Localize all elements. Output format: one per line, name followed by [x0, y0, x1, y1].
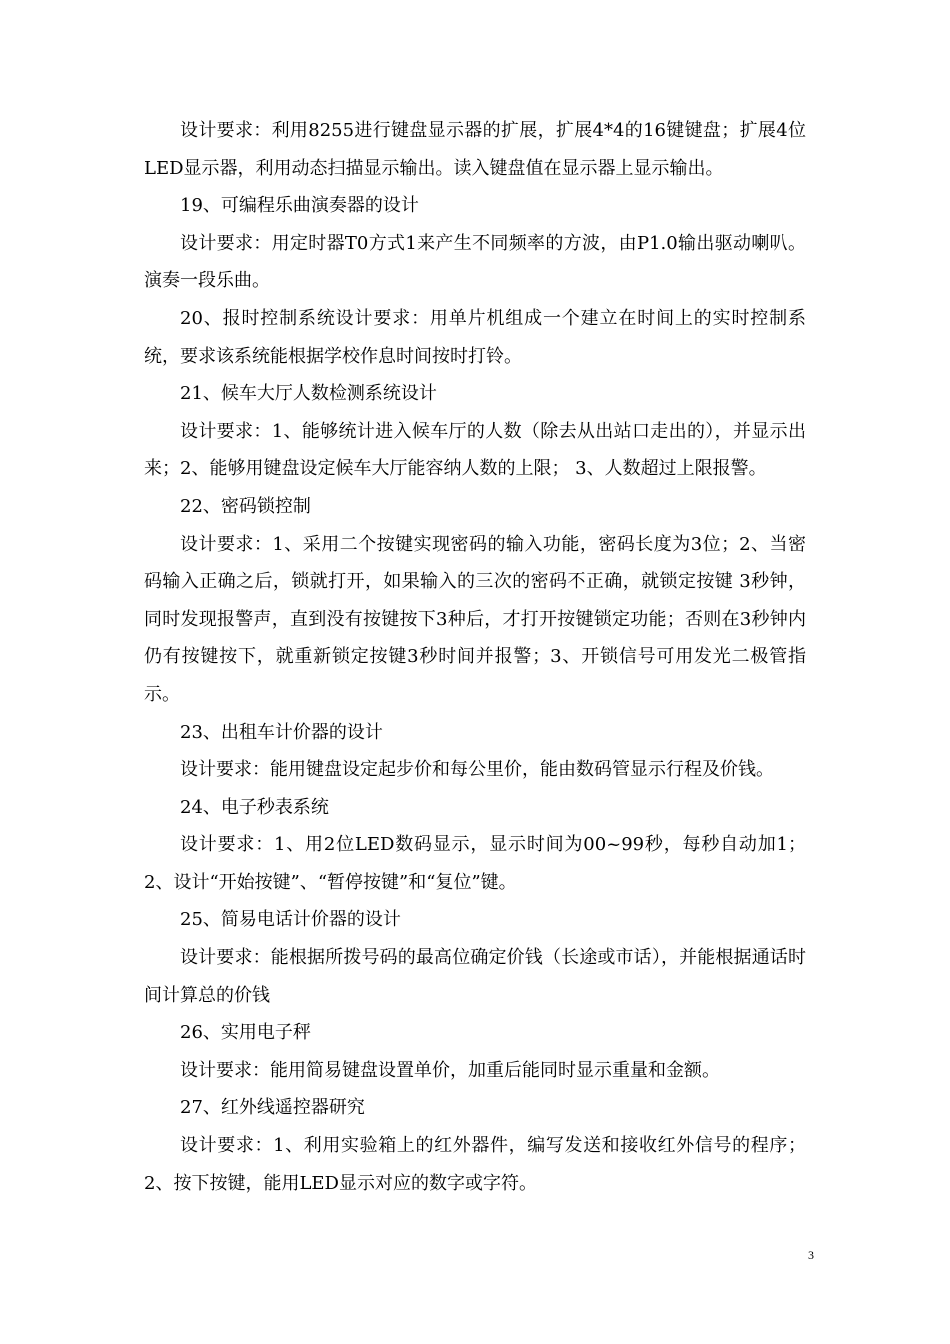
paragraph-item-22-requirements: 设计要求：1、采用二个按键实现密码的输入功能，密码长度为3位；2、当密码输入正确之后，锁就打开，如果输入的三次的密码不正确，就锁定按键 3秒钟，同时发现报警声，直到没有按键按下3种后，才打开按键锁定功能；否则在3秒钟内仍有按键按下，就重新锁定按键3秒时间并报警；3、开锁信号可用发光二极管指示。	[144, 533, 806, 705]
paragraph-8255-requirements: 设计要求：利用8255进行键盘显示器的扩展，扩展4*4的16键键盘；扩展4位LED显示器，利用动态扫描显示输出。读入键盘值在显示器上显示输出。	[144, 120, 806, 179]
heading-item-25: 25、简易电话计价器的设计	[180, 909, 401, 931]
heading-item-26: 26、实用电子秤	[180, 1022, 311, 1044]
paragraph-item-27-requirements: 设计要求：1、利用实验箱上的红外器件，编写发送和接收红外信号的程序；2、按下按键，能用LED显示对应的数字或字符。	[144, 1135, 806, 1194]
heading-item-27: 27、红外线遥控器研究	[180, 1097, 365, 1119]
heading-item-24: 24、电子秒表系统	[180, 796, 329, 818]
heading-item-22: 22、密码锁控制	[180, 495, 311, 517]
heading-item-19: 19、可编程乐曲演奏器的设计	[180, 195, 419, 217]
page-number: 3	[808, 1248, 814, 1262]
heading-item-21: 21、候车大厅人数检测系统设计	[180, 383, 437, 405]
paragraph-item-25-requirements: 设计要求：能根据所拨号码的最高位确定价钱（长途或市话），并能根据通话时间计算总的价钱	[144, 947, 806, 1006]
document-body	[144, 112, 806, 1202]
paragraph-item-19-requirements: 设计要求：用定时器T0方式1来产生不同频率的方波，由P1.0输出驱动喇叭。演奏一段乐曲。	[144, 232, 806, 292]
paragraph-item-26-requirements: 设计要求：能用简易键盘设置单价，加重后能同时显示重量和金额。	[180, 1059, 720, 1081]
paragraph-item-21-requirements: 设计要求：1、能够统计进入候车厅的人数（除去从出站口走出的），并显示出来；2、能够用键盘设定候车大厅能容纳人数的上限； 3、人数超过上限报警。	[144, 420, 806, 480]
paragraph-item-23-requirements: 设计要求：能用键盘设定起步价和每公里价，能由数码管显示行程及价钱。	[180, 759, 774, 781]
heading-item-23: 23、出租车计价器的设计	[180, 721, 383, 743]
paragraph-item-20: 20、报时控制系统设计要求：用单片机组成一个建立在时间上的实时控制系统，要求该系统能根据学校作息时间按时打铃。	[144, 307, 806, 367]
paragraph-item-24-requirements: 设计要求：1、用2位LED数码显示，显示时间为00~99秒，每秒自动加1；2、设计“开始按键”、“暂停按键”和“复位”键。	[144, 834, 806, 893]
